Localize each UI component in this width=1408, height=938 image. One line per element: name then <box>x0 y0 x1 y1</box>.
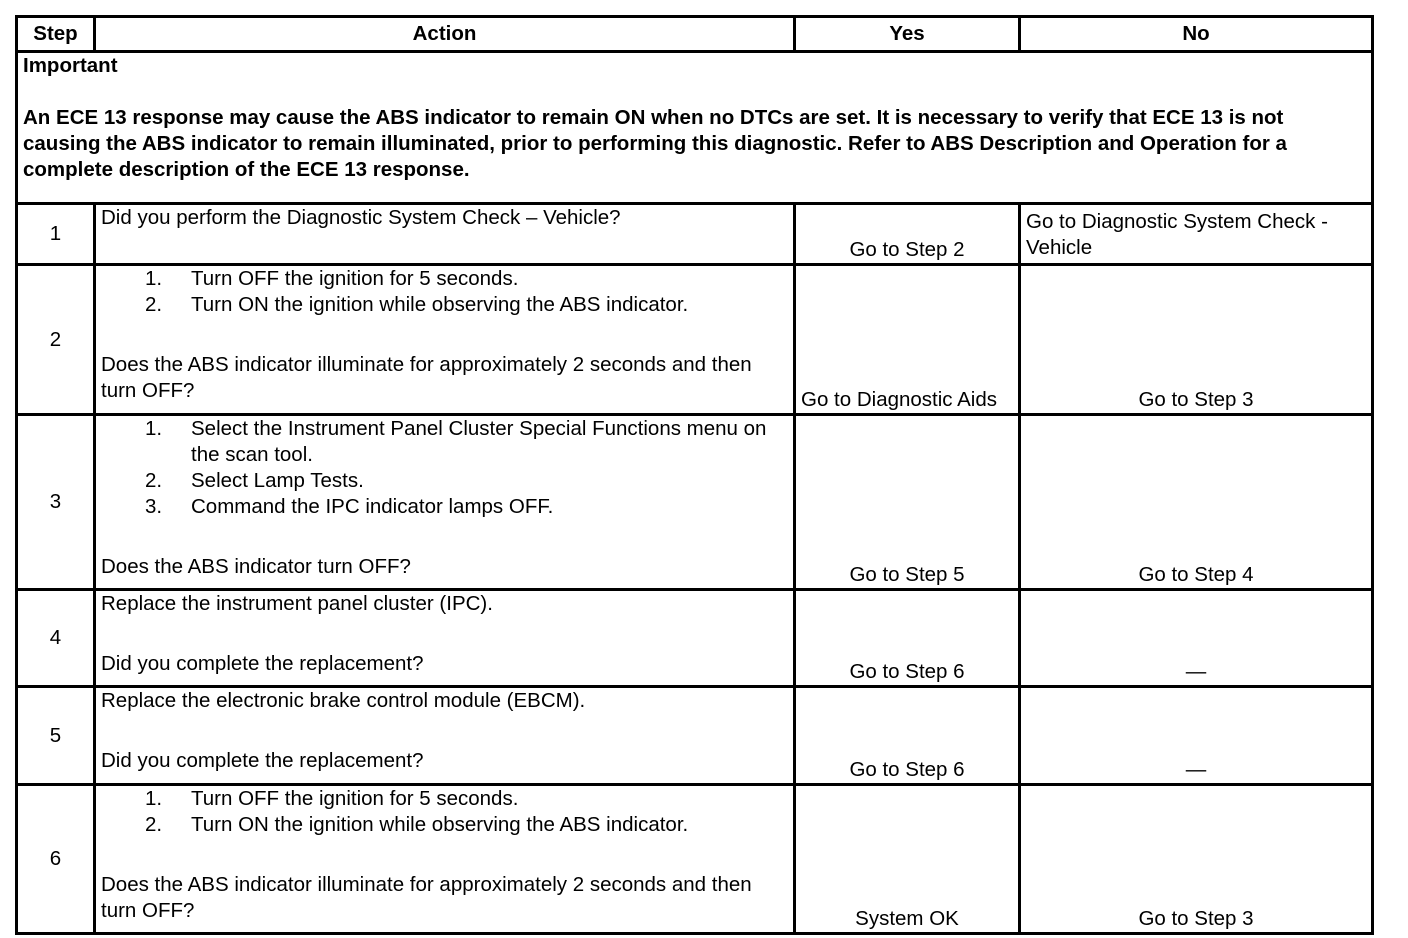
step-number: 6 <box>17 784 95 933</box>
yes-cell: Go to Step 6 <box>795 590 1020 687</box>
table-row <box>17 784 1373 933</box>
action-question: Does the ABS indicator illuminate for approximately 2 seconds and then turn OFF? <box>101 353 752 403</box>
yes-cell: Go to Diagnostic Aids <box>795 265 1020 414</box>
important-note <box>17 52 1373 204</box>
no-cell: Go to Diagnostic System Check - Vehicle <box>1020 204 1373 265</box>
yes-cell: System OK <box>795 784 1020 933</box>
list-item: 3. Command the IPC indicator lamps OFF. <box>145 494 554 518</box>
no-cell: Go to Step 4 <box>1020 414 1373 589</box>
header-yes: Yes <box>795 17 1020 52</box>
action-intro: Did you perform the Diagnostic System Check – Vehicle? <box>101 206 621 230</box>
step-number: 4 <box>17 590 95 687</box>
step-number: 1 <box>17 204 95 265</box>
action-cell <box>95 687 795 784</box>
table-row <box>17 204 1373 265</box>
no-cell: — <box>1020 590 1373 687</box>
header-no: No <box>1020 17 1373 52</box>
action-cell <box>95 784 795 933</box>
important-row <box>17 52 1373 204</box>
action-cell <box>95 590 795 687</box>
table-row <box>17 687 1373 784</box>
diagnostic-table <box>15 15 1374 935</box>
list-item: 2. Select Lamp Tests. <box>145 468 364 492</box>
no-cell: Go to Step 3 <box>1020 784 1373 933</box>
table-row <box>17 590 1373 687</box>
list-item: 2. Turn ON the ignition while observing the ABS indicator. <box>145 812 689 836</box>
action-cell <box>95 265 795 414</box>
header-step: Step <box>17 17 95 52</box>
action-intro: Replace the electronic brake control module (EBCM). <box>101 689 586 713</box>
yes-cell: Go to Step 5 <box>795 414 1020 589</box>
list-item: 1. Turn OFF the ignition for 5 seconds. <box>145 267 519 291</box>
table-row <box>17 414 1373 589</box>
header-action: Action <box>95 17 795 52</box>
action-question: Does the ABS indicator turn OFF? <box>101 554 411 578</box>
yes-cell: Go to Step 2 <box>795 204 1020 265</box>
list-item: 1. Select the Instrument Panel Cluster Special Functions menu on the scan tool. <box>145 416 767 466</box>
action-question: Did you complete the replacement? <box>101 749 424 773</box>
yes-cell: Go to Step 6 <box>795 687 1020 784</box>
important-title: Important <box>23 54 118 77</box>
action-cell <box>95 204 795 265</box>
list-item: 2. Turn ON the ignition while observing the ABS indicator. <box>145 293 689 317</box>
header-row <box>17 17 1373 52</box>
table-row <box>17 265 1373 414</box>
no-cell: Go to Step 3 <box>1020 265 1373 414</box>
action-cell <box>95 414 795 589</box>
action-question: Does the ABS indicator illuminate for approximately 2 seconds and then turn OFF? <box>101 872 752 922</box>
action-question: Did you complete the replacement? <box>101 652 424 676</box>
action-list <box>101 266 788 318</box>
step-number: 5 <box>17 687 95 784</box>
action-intro: Replace the instrument panel cluster (IPC). <box>101 592 493 616</box>
no-cell: — <box>1020 687 1373 784</box>
step-number: 2 <box>17 265 95 414</box>
step-number: 3 <box>17 414 95 589</box>
list-item: 1. Turn OFF the ignition for 5 seconds. <box>145 786 519 810</box>
action-list <box>101 786 788 838</box>
important-text: An ECE 13 response may cause the ABS indicator to remain ON when no DTCs are set. It is necessary to verify that ECE 13 is not causing the ABS indicator to remain illuminated, prior to performing this diagnostic. Refer to ABS Description and Operation for a complete description of the ECE 13 response. <box>23 106 1287 181</box>
action-list <box>101 416 788 520</box>
